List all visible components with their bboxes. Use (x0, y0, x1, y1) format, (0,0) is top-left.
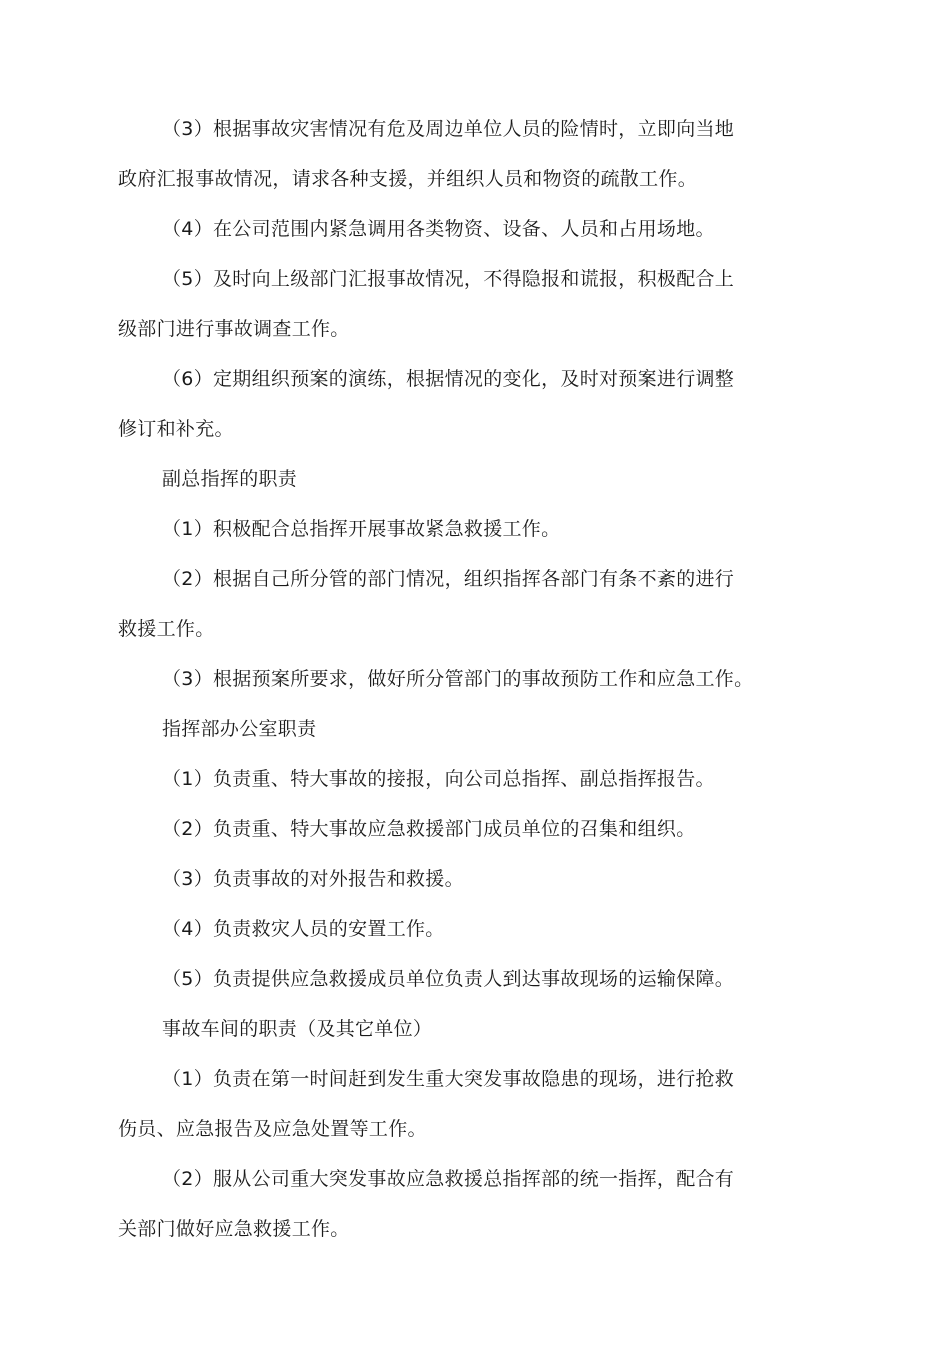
section-heading: 副总指挥的职责 (162, 468, 298, 490)
paragraph-line: （1）负责在第一时间赶到发生重大突发事故隐患的现场，进行抢救 (162, 1068, 735, 1090)
paragraph-line: （5）及时向上级部门汇报事故情况，不得隐报和谎报，积极配合上 (162, 268, 735, 290)
paragraph-line: 政府汇报事故情况，请求各种支援，并组织人员和物资的疏散工作。 (118, 168, 698, 190)
document-body (118, 104, 798, 1254)
section-heading: 指挥部办公室职责 (162, 718, 317, 740)
paragraph-line: （3）根据事故灾害情况有危及周边单位人员的险情时，立即向当地 (162, 118, 735, 140)
paragraph-line: 救援工作。 (118, 618, 215, 640)
paragraph-line: 修订和补充。 (118, 418, 234, 440)
paragraph-line: （2）根据自己所分管的部门情况，组织指挥各部门有条不紊的进行 (162, 568, 735, 590)
section-heading: 事故车间的职责（及其它单位） (162, 1018, 433, 1040)
paragraph-line: （1）积极配合总指挥开展事故紧急救援工作。 (162, 518, 561, 540)
paragraph-line: （3）负责事故的对外报告和救援。 (162, 868, 464, 890)
paragraph-line: 关部门做好应急救援工作。 (118, 1218, 350, 1240)
paragraph-line: （3）根据预案所要求，做好所分管部门的事故预防工作和应急工作。 (162, 668, 754, 690)
paragraph-line: （4）负责救灾人员的安置工作。 (162, 918, 445, 940)
paragraph-line: （6）定期组织预案的演练，根据情况的变化，及时对预案进行调整 (162, 368, 735, 390)
paragraph-line: （1）负责重、特大事故的接报，向公司总指挥、副总指挥报告。 (162, 768, 715, 790)
paragraph-line: （2）服从公司重大突发事故应急救援总指挥部的统一指挥，配合有 (162, 1168, 735, 1190)
paragraph-line: 级部门进行事故调查工作。 (118, 318, 350, 340)
paragraph-line: 伤员、应急报告及应急处置等工作。 (118, 1118, 427, 1140)
paragraph-line: （5）负责提供应急救援成员单位负责人到达事故现场的运输保障。 (162, 968, 735, 990)
paragraph-line: （4）在公司范围内紧急调用各类物资、设备、人员和占用场地。 (162, 218, 715, 240)
paragraph-line: （2）负责重、特大事故应急救援部门成员单位的召集和组织。 (162, 818, 696, 840)
